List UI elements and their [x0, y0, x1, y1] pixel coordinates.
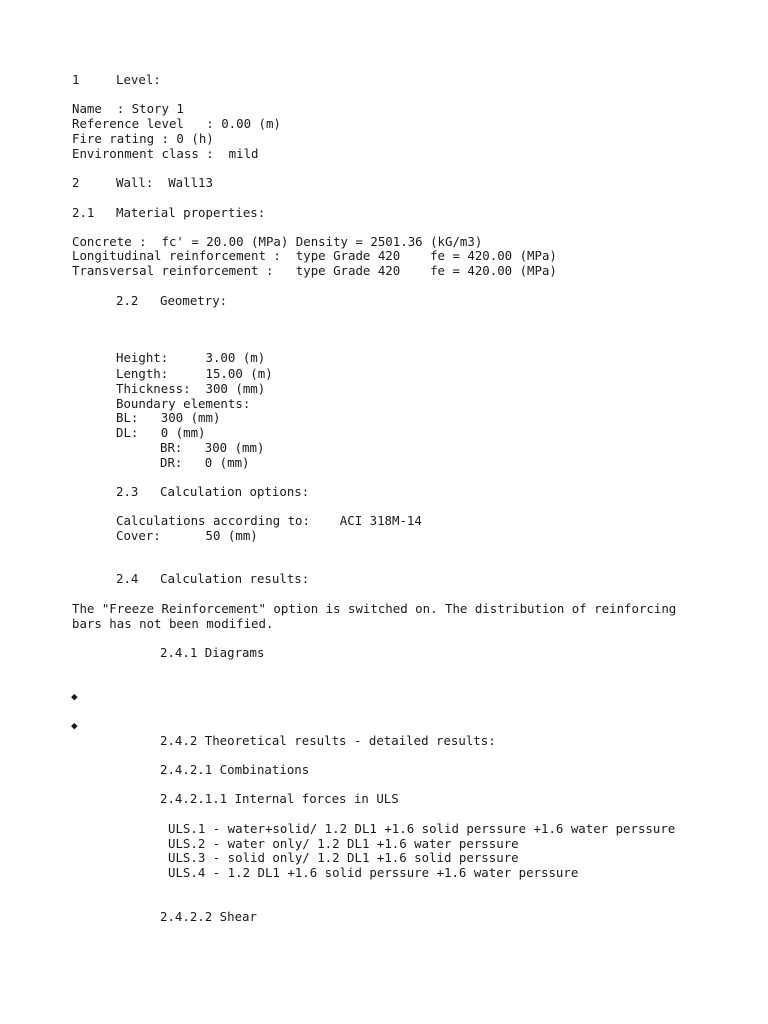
geometry-bl: BL: 300 (mm) [116, 410, 221, 425]
section-2-4-2-title: 2.4.2 Theoretical results - detailed results: [160, 733, 496, 748]
geometry-br: BR: 300 (mm) [160, 440, 265, 455]
level-name: Name : Story 1 [72, 101, 184, 116]
results-note-line-1: The "Freeze Reinforcement" option is switched on. The distribution of reinforcing [72, 601, 677, 616]
calc-options-code: Calculations according to: ACI 318M-14 [116, 513, 422, 528]
section-2-4-title: Calculation results: [160, 571, 310, 586]
geometry-thickness: Thickness: 300 (mm) [116, 381, 266, 396]
geometry-length: Length: 15.00 (m) [116, 366, 273, 381]
geometry-dr: DR: 0 (mm) [160, 455, 250, 470]
combination-item: ULS.4 - 1.2 DL1 +1.6 solid perssure +1.6 water perssure [168, 865, 579, 880]
level-fire-rating: Fire rating : 0 (h) [72, 131, 214, 146]
section-2-4-number: 2.4 [116, 571, 139, 586]
section-2-4-1-title: 2.4.1 Diagrams [160, 645, 265, 660]
section-2-2-number: 2.2 [116, 293, 139, 308]
geometry-height: Height: 3.00 (m) [116, 350, 266, 365]
combination-item: ULS.2 - water only/ 1.2 DL1 +1.6 water perssure [168, 836, 519, 851]
diamond-bullet-icon: ◆ [71, 690, 78, 703]
section-2-1-number: 2.1 [72, 205, 95, 220]
diamond-bullet-icon: ◆ [71, 719, 78, 732]
combination-item: ULS.1 - water+solid/ 1.2 DL1 +1.6 solid perssure +1.6 water perssure [168, 821, 676, 836]
material-transversal: Transversal reinforcement : type Grade 420 fe = 420.00 (MPa) [72, 263, 557, 278]
section-1-title: Level: [116, 72, 161, 87]
section-2-3-number: 2.3 [116, 484, 139, 499]
level-reference: Reference level : 0.00 (m) [72, 116, 281, 131]
geometry-boundary-elements: Boundary elements: [116, 396, 251, 411]
section-2-1-title: Material properties: [116, 205, 266, 220]
section-2-2-title: Geometry: [160, 293, 228, 308]
section-2-4-2-1-title: 2.4.2.1 Combinations [160, 762, 310, 777]
calc-options-cover: Cover: 50 (mm) [116, 528, 258, 543]
section-2-4-2-1-1-title: 2.4.2.1.1 Internal forces in ULS [160, 791, 399, 806]
geometry-dl: DL: 0 (mm) [116, 425, 206, 440]
section-2-title: Wall: Wall13 [116, 175, 213, 190]
section-2-number: 2 [72, 175, 80, 190]
section-2-4-2-2-title: 2.4.2.2 Shear [160, 909, 257, 924]
level-environment-class: Environment class : mild [72, 146, 259, 161]
material-longitudinal: Longitudinal reinforcement : type Grade 420 fe = 420.00 (MPa) [72, 248, 557, 263]
material-concrete: Concrete : fc' = 20.00 (MPa) Density = 2501.36 (kG/m3) [72, 234, 483, 249]
section-1-number: 1 [72, 72, 80, 87]
results-note-line-2: bars has not been modified. [72, 616, 274, 631]
combination-item: ULS.3 - solid only/ 1.2 DL1 +1.6 solid perssure [168, 850, 519, 865]
section-2-3-title: Calculation options: [160, 484, 310, 499]
